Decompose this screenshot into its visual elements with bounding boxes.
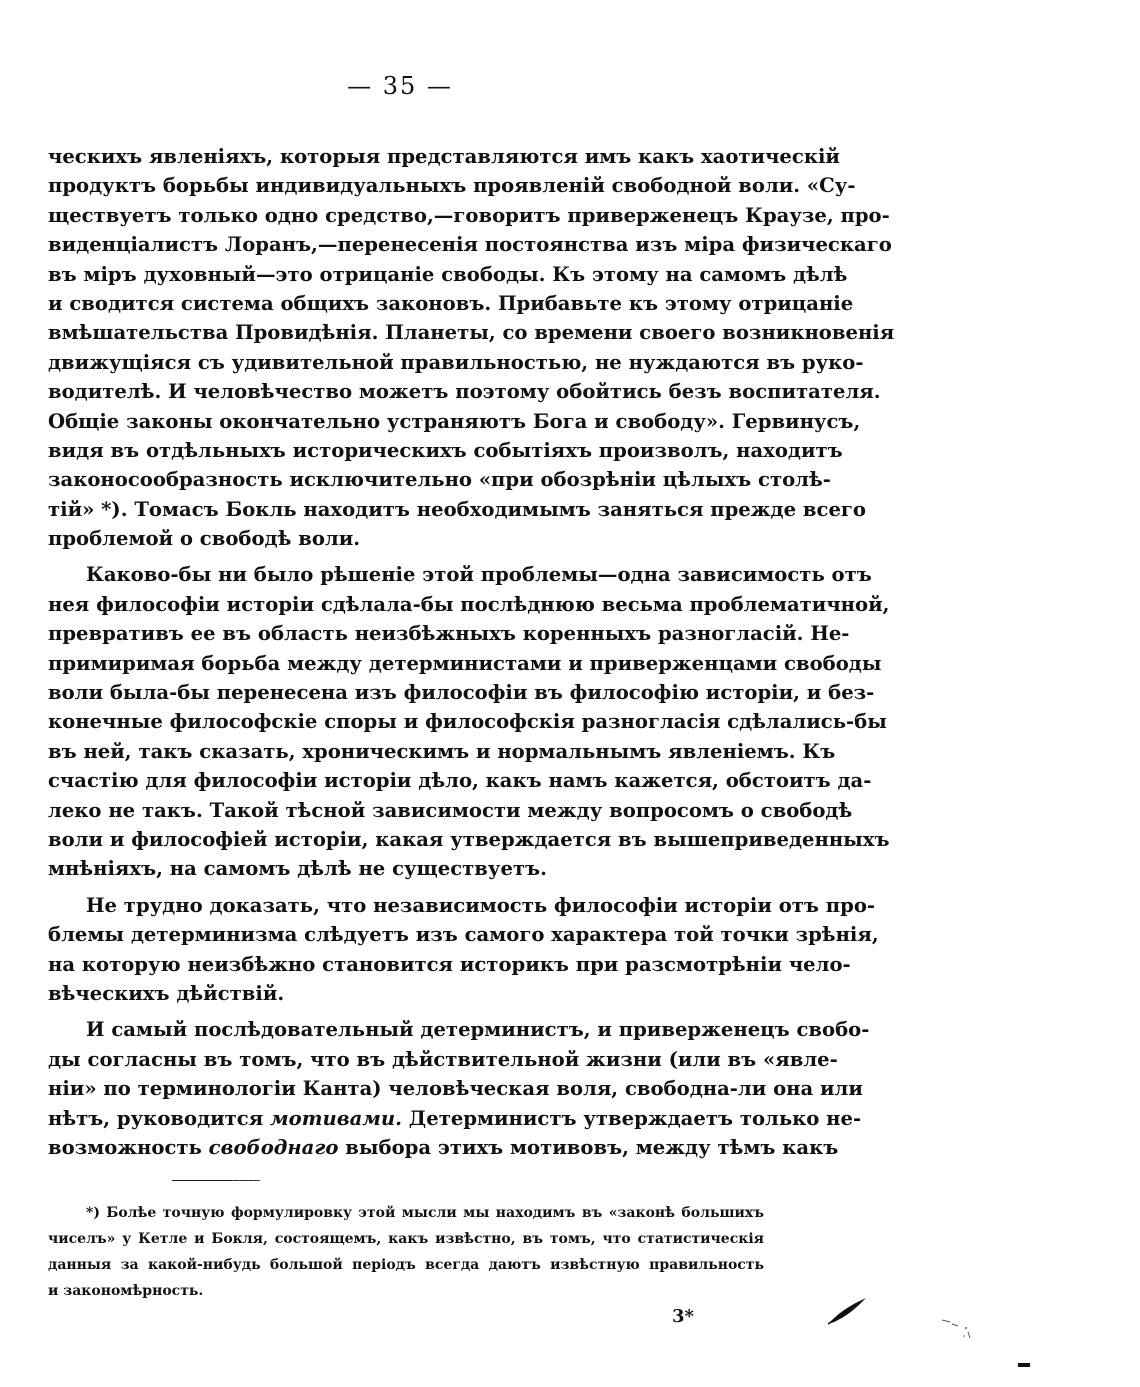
- text-line: Общіе законы окончательно устраняютъ Бога и свободу». Гервинусъ,: [48, 409, 861, 433]
- text-line: ды согласны въ томъ, что въ дѣйствительной жизни (или въ «явле-: [48, 1047, 838, 1071]
- text-line: превративъ ее въ область неизбѣжныхъ коренныхъ разногласій. Не-: [48, 622, 850, 646]
- text-line: счастію для философіи исторіи дѣло, какъ намъ кажется, обстоитъ да-: [48, 769, 872, 793]
- text-line-mixed: [48, 1104, 862, 1133]
- text-line: блемы детерминизма слѣдуетъ изъ самого характера той точки зрѣнія,: [48, 923, 879, 947]
- text-run: возможность: [48, 1135, 209, 1159]
- text-line: законосообразность исключительно «при обозрѣніи цѣлыхъ столѣ-: [48, 468, 831, 492]
- printer-signature: 3*: [672, 1306, 694, 1327]
- text-line: Не трудно доказать, что независимость философіи исторіи отъ про-: [86, 893, 876, 917]
- italic-term: свободнаго: [208, 1135, 339, 1159]
- text-line: на которую неизбѣжно становится историкъ при разсмотрѣніи чело-: [48, 952, 851, 976]
- text-line: и сводится система общихъ законовъ. Прибавьте къ этому отрицаніе: [48, 291, 854, 315]
- text-line: ческихъ явленіяхъ, которыя представляются имъ какъ хаотическій: [48, 145, 840, 168]
- text-run: Детерминистъ утверждаетъ только не-: [401, 1106, 862, 1130]
- text-line: нея философіи исторіи сдѣлала-бы послѣднюю весьма проблематичной,: [48, 592, 890, 616]
- paragraph-3: [48, 891, 879, 1009]
- text-run: нѣтъ, руководится: [48, 1106, 271, 1130]
- paragraph-2: [48, 560, 890, 883]
- text-line: въ ней, такъ сказать, хроническимъ и нормальнымъ явленіемъ. Къ: [48, 739, 836, 763]
- footnote-line: чиселъ» у Кетле и Бокля, состоящемъ, какъ извѣстно, въ томъ, что статистическія: [48, 1231, 764, 1247]
- footnote-line: и закономѣрность.: [48, 1283, 204, 1299]
- quill-icon: [826, 1296, 870, 1326]
- text-line: вмѣшательства Провидѣнія. Планеты, со времени своего возникновенія: [48, 321, 895, 345]
- corner-mark-icon: [1018, 1360, 1032, 1370]
- text-run: выбора этихъ мотивовъ, между тѣмъ какъ: [338, 1135, 839, 1159]
- text-line: ществуетъ только одно средство,—говоритъ приверженецъ Краузе, про-: [48, 203, 890, 227]
- text-line: продуктъ борьбы индивидуальныхъ проявленій свободной воли. «Су-: [48, 174, 856, 198]
- text-line: виденціалистъ Лоранъ,—перенесенія постоянства изъ міра физическаго: [48, 233, 892, 257]
- ink-specks-icon: [940, 1314, 980, 1344]
- text-line: вѣческихъ дѣйствій.: [48, 981, 285, 1005]
- footnote-divider-dashed: [232, 1180, 260, 1181]
- text-line: тій» *). Томасъ Бокль находитъ необходимымъ заняться прежде всего: [48, 497, 866, 521]
- text-line: видя въ отдѣльныхъ историческихъ событіяхъ произволъ, находитъ: [48, 438, 843, 462]
- text-line: мнѣніяхъ, на самомъ дѣлѣ не существуетъ.: [48, 857, 547, 881]
- text-line: движущіяся съ удивительной правильностью, не нуждаются въ руко-: [48, 350, 864, 374]
- text-line: проблемой о свободѣ воли.: [48, 527, 361, 551]
- text-line: водителѣ. И человѣчество можетъ поэтому обойтись безъ воспитателя.: [48, 380, 881, 404]
- paragraph-4: [48, 1015, 870, 1162]
- footnote-line: *) Болѣе точную формулировку этой мысли мы находимъ въ «законѣ большихъ: [86, 1205, 764, 1221]
- body-text: [48, 142, 895, 1162]
- paragraph-1: [48, 142, 895, 553]
- text-line: И самый послѣдовательный детерминистъ, и приверженецъ свобо-: [86, 1018, 870, 1042]
- text-line: ніи» по терминологіи Канта) человѣческая воля, свободна-ли она или: [48, 1077, 863, 1101]
- text-line: примиримая борьба между детерминистами и приверженцами свободы: [48, 651, 882, 675]
- text-line: Каково-бы ни было рѣшеніе этой проблемы—одна зависимость отъ: [86, 563, 872, 587]
- footnote-line: данныя за какой-нибудь большой періодъ всегда даютъ извѣстную правильность: [48, 1257, 764, 1273]
- text-line-mixed: [48, 1133, 839, 1162]
- italic-term: мотивами.: [270, 1106, 402, 1130]
- footnote: [48, 1200, 764, 1304]
- page-number: — 35 —: [347, 72, 453, 100]
- text-line: конечные философскіе споры и философскія разногласія сдѣлались-бы: [48, 710, 887, 734]
- text-line: воли была-бы перенесена изъ философіи въ философію исторіи, и без-: [48, 681, 875, 705]
- text-line: въ міръ духовный—это отрицаніе свободы. Къ этому на самомъ дѣлѣ: [48, 262, 848, 286]
- text-line: воли и философіей исторіи, какая утверждается въ вышеприведенныхъ: [48, 827, 890, 851]
- text-line: леко не такъ. Такой тѣсной зависимости между вопросомъ о свободѣ: [48, 798, 853, 822]
